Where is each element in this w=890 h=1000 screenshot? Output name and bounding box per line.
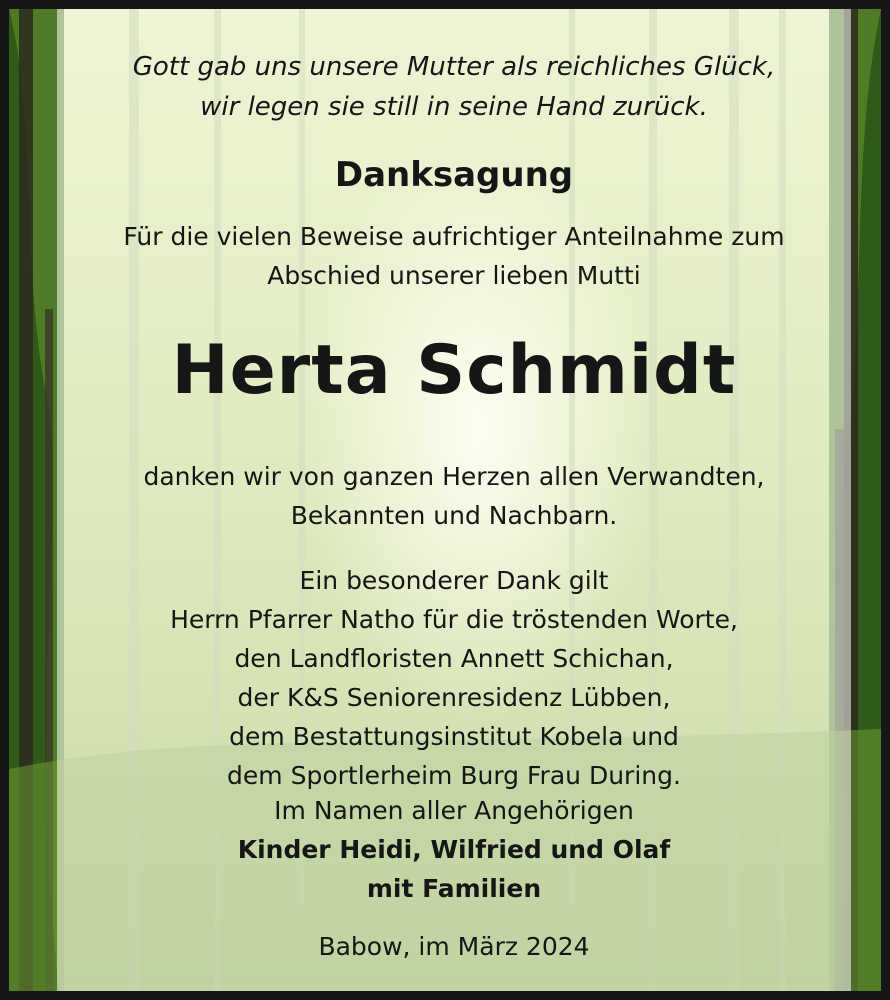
special-thanks-line: dem Sportlerheim Burg Frau During. — [227, 761, 681, 790]
motto-line: wir legen sie still in seine Hand zurück. — [200, 92, 708, 122]
thanks-text — [57, 457, 851, 535]
special-thanks-line: dem Bestattungsinstitut Kobela und — [229, 722, 679, 751]
special-thanks-line: Herrn Pfarrer Natho für die tröstenden Worte, — [170, 605, 738, 634]
thanks-line: Bekannten und Nachbarn. — [290, 501, 618, 530]
special-thanks-line: der K&S Seniorenresidenz Lübben, — [237, 683, 671, 712]
thanks-line: danken wir von ganzen Herzen allen Verwandten, — [143, 462, 765, 491]
intro-text — [57, 217, 851, 295]
signature-intro: Im Namen aller Angehörigen — [274, 796, 634, 825]
special-thanks — [57, 561, 851, 795]
signature-families: mit Familien — [366, 874, 542, 903]
deceased-name: Herta Schmidt — [171, 331, 737, 410]
signature-names: Kinder Heidi, Wilfried und Olaf — [237, 835, 671, 864]
intro-line: Für die vielen Beweise aufrichtiger Anteilnahme zum — [123, 222, 785, 251]
motto-line: Gott gab uns unsere Mutter als reichliches Glück, — [132, 52, 776, 82]
motto-verse — [57, 47, 851, 127]
intro-line: Abschied unserer lieben Mutti — [267, 261, 641, 290]
special-thanks-line: Ein besonderer Dank gilt — [299, 566, 609, 595]
notice-title: Danksagung — [334, 155, 574, 195]
special-thanks-line: den Landfloristen Annett Schichan, — [234, 644, 674, 673]
signature-block — [57, 791, 851, 908]
place-and-date: Babow, im März 2024 — [318, 932, 590, 961]
